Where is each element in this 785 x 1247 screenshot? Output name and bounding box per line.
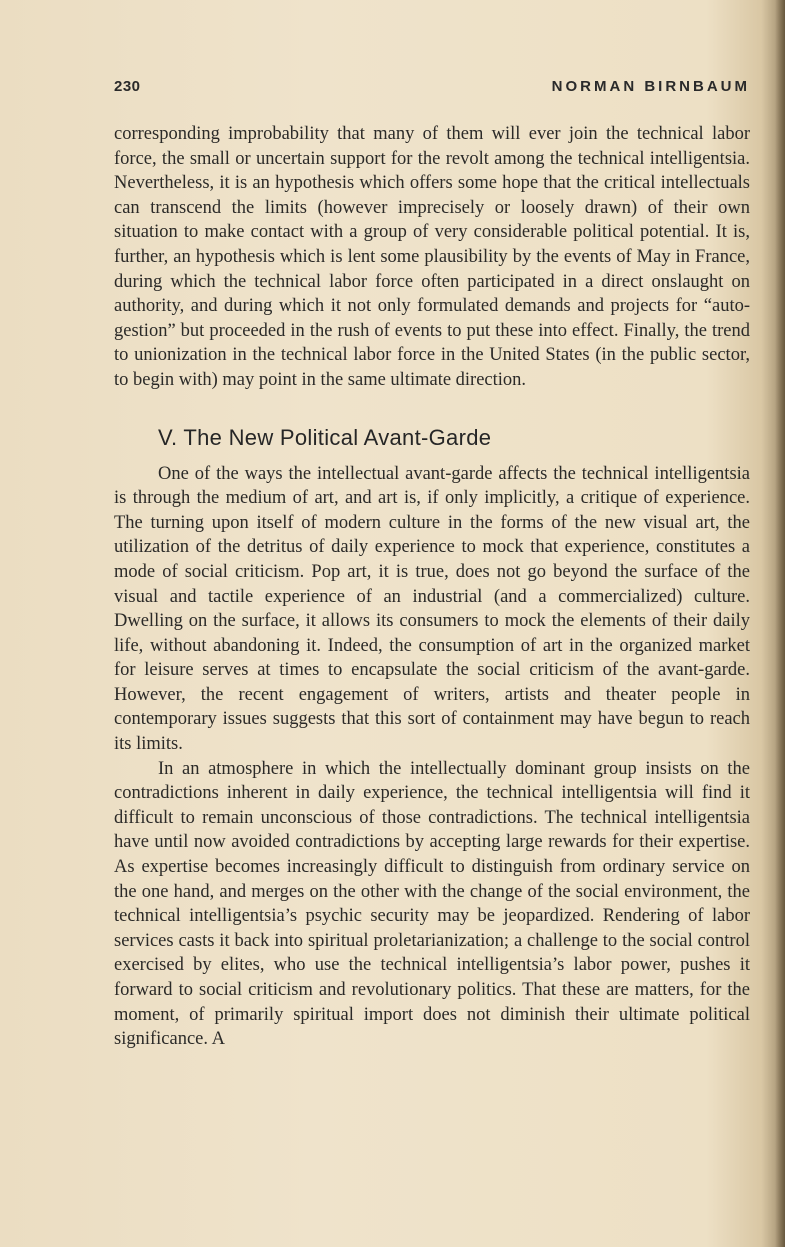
running-head [114, 78, 750, 100]
section-paragraph-1: One of the ways the intellectual avant-garde affects the technical intelligentsia is through the medium of art, and art is, if only implicitly, a critique of experience. The turning upon itself of modern culture in the forms of the new visual art, the utilization of the detritus of daily experience to mock that experience, constitutes a mode of social criticism. Pop art, it is true, does not go beyond the surface of the visual and tactile experience of an industrial (and a commercialized) culture. Dwelling on the surface, it allows its consumers to mock the elements of their daily life, without abandoning it. Indeed, the consumption of art in the organized market for leisure serves at times to encapsulate the social criticism of the avant-garde. However, the recent engagement of writers, artists and theater people in contemporary issues suggests that this sort of containment may have begun to reach its limits. [114, 463, 750, 755]
page-number: 230 [114, 78, 141, 95]
running-head-author: NORMAN BIRNBAUM [551, 78, 750, 95]
body-text [114, 122, 750, 1052]
paragraph-continued: corresponding improbability that many of them will ever join the technical labor force, the small or uncertain support for the revolt among the technical intelligentsia. Nevertheless, it is an hypothesis which offers some hope that the critical intellectuals can transcend the limits (however imprecisely or loosely drawn) of their own situation to make contact with a group of very considerable political potential. It is, further, an hypothesis which is lent some plausibility by the events of May in France, during which the technical labor force often participated in a direct onslaught on authority, and during which it not only formulated demands and projects for “auto-gestion” but proceeded in the rush of events to put these into effect. Finally, the trend to unionization in the technical labor force in the United States (in the public sector, to begin with) may point in the same ultimate direction. [114, 124, 750, 390]
section-heading: V. The New Political Avant-Garde [158, 424, 492, 450]
section-paragraph-2: In an atmosphere in which the intellectually dominant group insists on the contradictions inherent in daily experience, the technical intelligentsia will find it difficult to remain unconscious of those contradictions. The technical intelligentsia have until now avoided contradictions by accepting large rewards for their expertise. As expertise becomes increasingly difficult to distinguish from ordinary service on the one hand, and merges on the other with the change of the social environment, the technical intelligentsia’s psychic security may be jeopardized. Rendering of labor services casts it back into spiritual proletarianization; a challenge to the social control exercised by elites, who use the technical intelligentsia’s labor power, pushes it forward to social criticism and revolutionary politics. That these are matters, for the moment, of primarily spiritual import does not diminish their ultimate political significance. A [114, 758, 750, 1050]
page-spine-shadow [775, 0, 785, 1247]
